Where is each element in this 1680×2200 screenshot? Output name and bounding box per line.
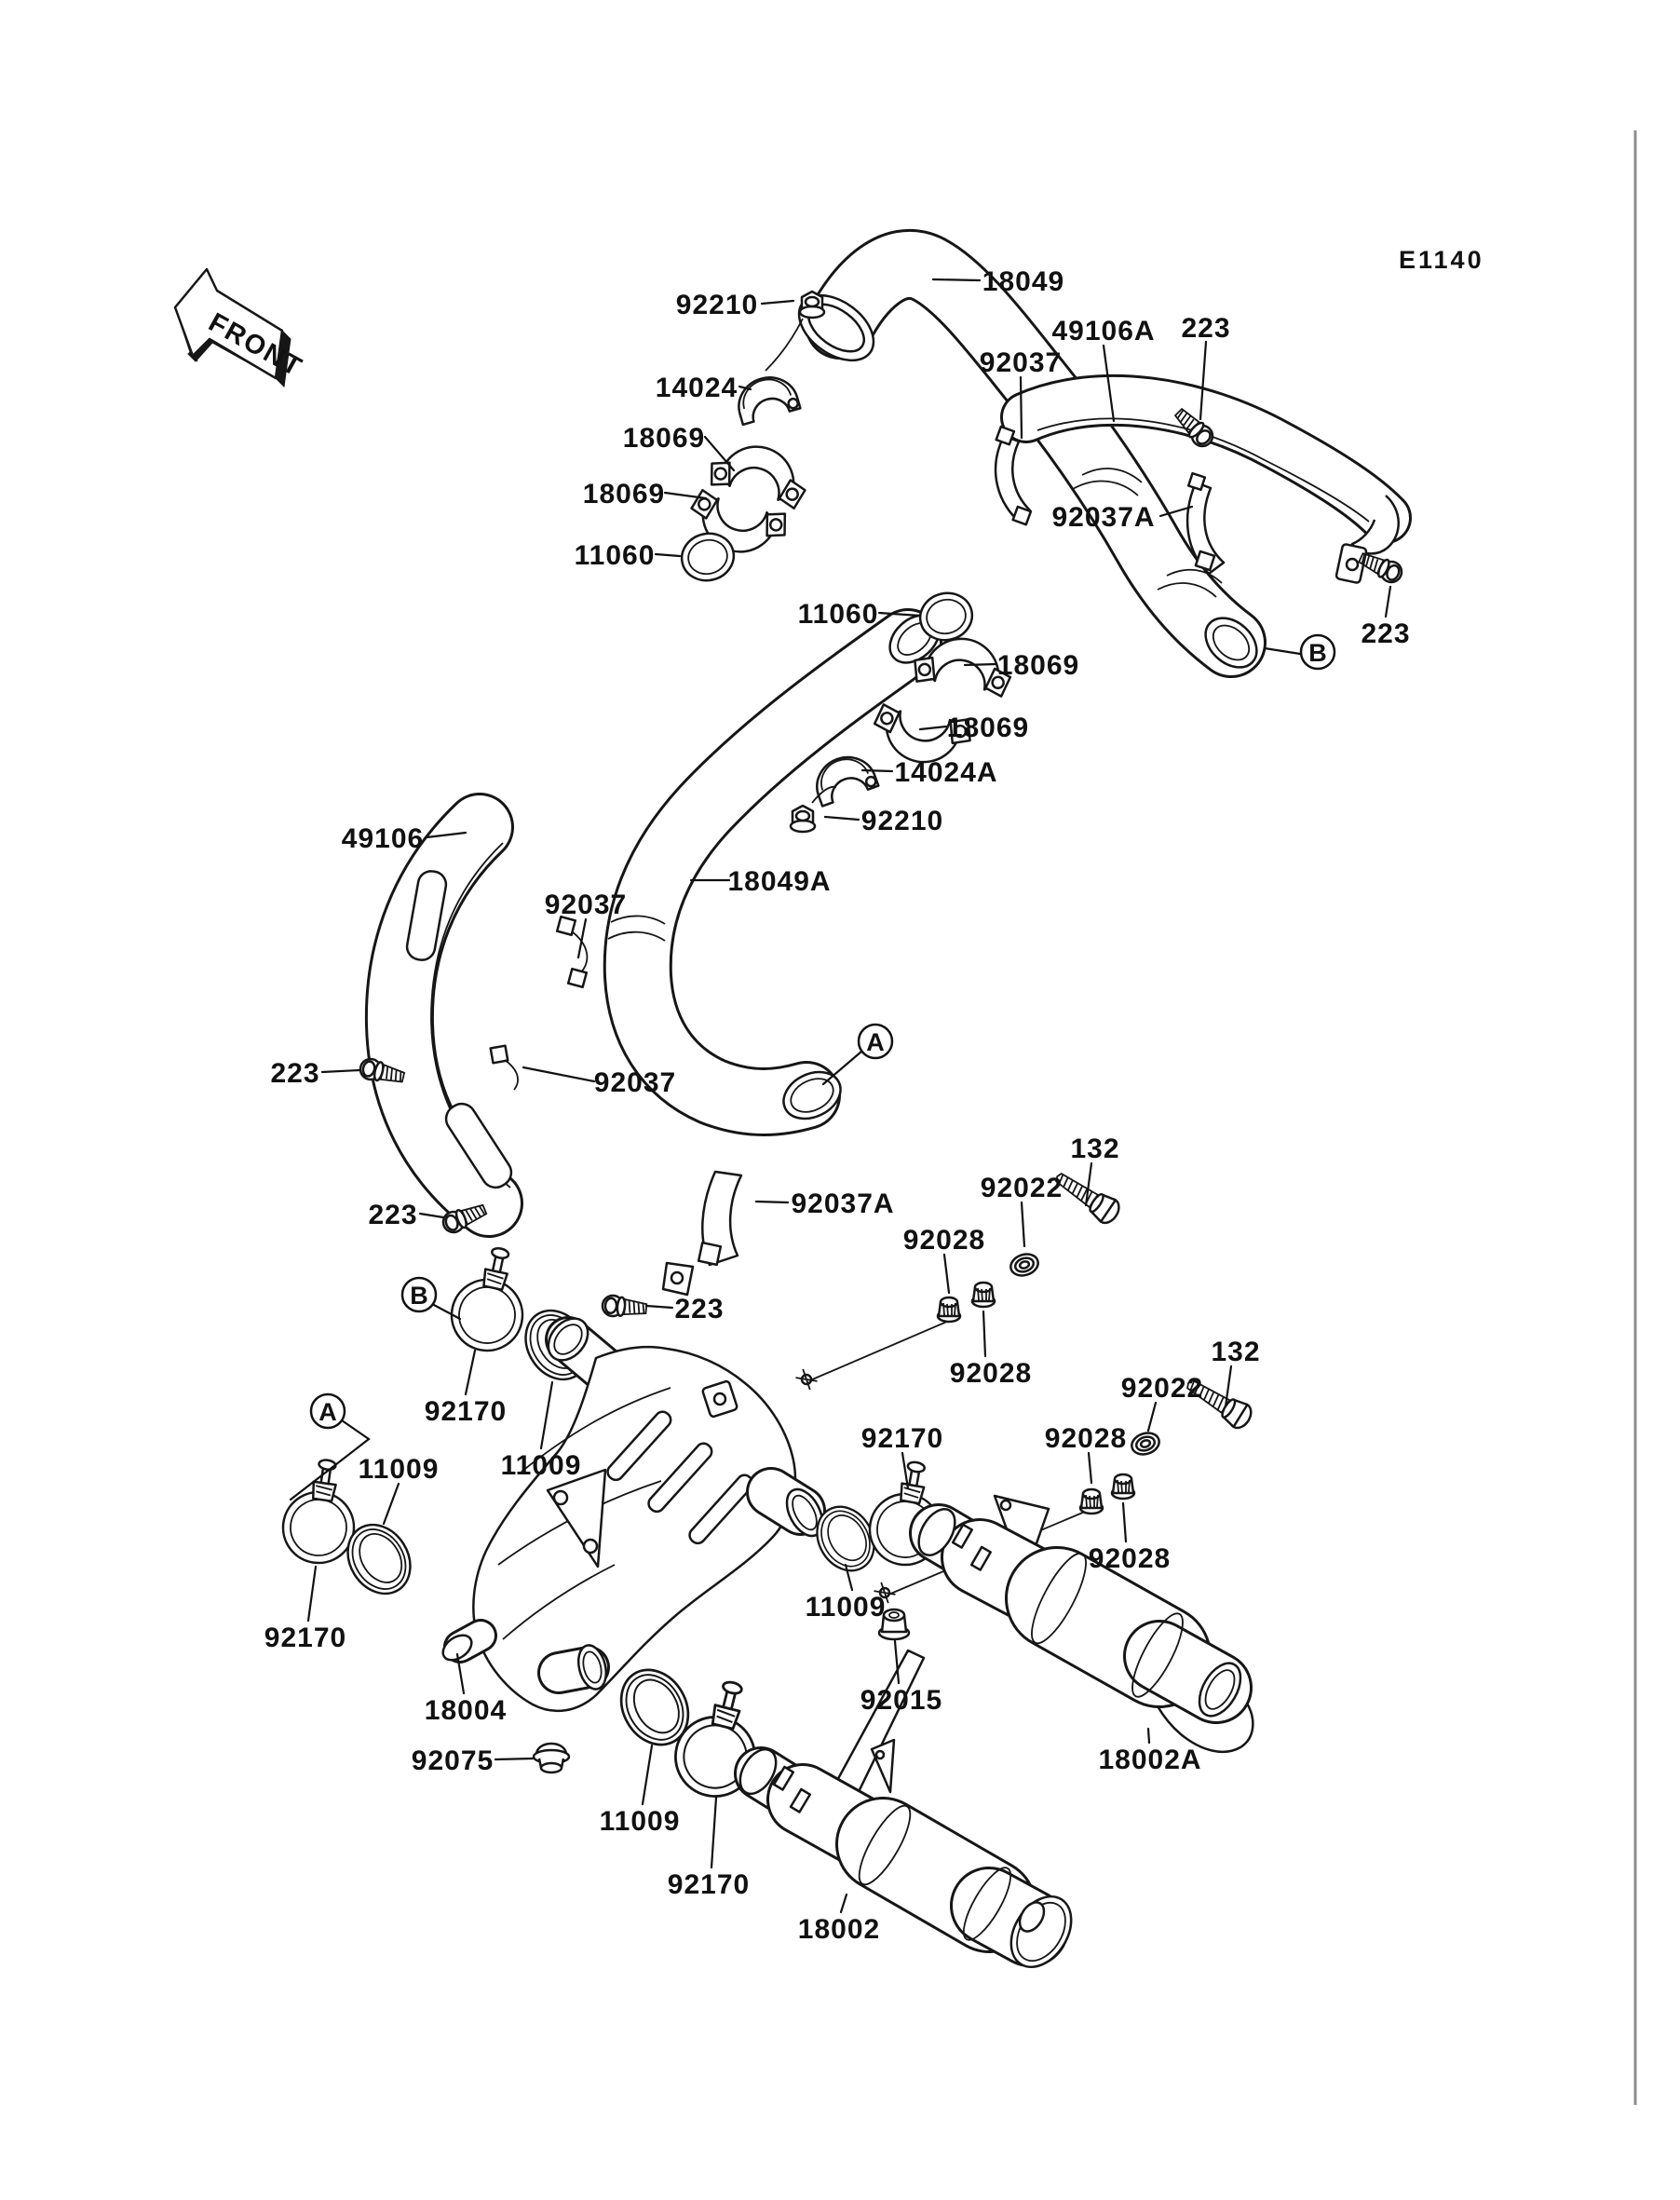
part-label-223-21: 223 [368, 1200, 418, 1230]
leader-line-92170-37 [308, 1567, 316, 1621]
leader-line-18002-44 [841, 1894, 847, 1912]
nut-92028-icon-2 [972, 1283, 995, 1307]
nut-92210-icon-2 [791, 806, 815, 832]
ref-balloon-label-A-3: A [318, 1398, 337, 1426]
holder-14024A-icon [809, 749, 879, 806]
part-label-92170-37: 92170 [264, 1623, 347, 1653]
washer-92022-icon-1 [1008, 1251, 1040, 1279]
nut-92028-icon-1 [938, 1297, 960, 1322]
damper-92075-icon [534, 1744, 569, 1772]
part-label-18002-44: 18002 [797, 1914, 881, 1945]
leader-line-11009-34 [384, 1484, 399, 1524]
part-label-92037-18: 92037 [544, 890, 628, 920]
part-label-92037-20: 92037 [593, 1067, 677, 1098]
leader-line-18069-12 [920, 727, 946, 729]
leader-line-92028-31 [1089, 1453, 1091, 1483]
part-label-223-15: 223 [1361, 618, 1411, 649]
clamp-92037-strap-1 [996, 436, 1030, 520]
part-label-92037A-9: 92037A [1051, 502, 1156, 533]
part-label-18069-12: 18069 [946, 713, 1030, 743]
washer-92022-icon-2 [1129, 1430, 1161, 1458]
part-label-132-23: 132 [1070, 1134, 1120, 1164]
heat-shield-49106-drawing [359, 827, 588, 1203]
part-label-132-28: 132 [1211, 1337, 1261, 1367]
part-label-92170-32: 92170 [424, 1396, 508, 1427]
part-label-18004-38: 18004 [424, 1695, 508, 1726]
nut-92210-icon-1 [800, 292, 824, 318]
leader-line-92170-32 [466, 1351, 475, 1394]
part-label-92028-35: 92028 [1088, 1543, 1172, 1574]
leader-line-223-26 [646, 1306, 672, 1308]
clamp-92170-icon-1 [445, 1242, 535, 1357]
page-code: E1140 [1399, 246, 1484, 274]
leader-line-18002A-41 [1148, 1729, 1149, 1743]
leader-line-18069-11 [965, 664, 996, 665]
holder-14024-icon [732, 371, 800, 425]
part-label-92028-27: 92028 [949, 1358, 1033, 1389]
leader-line-11009-33 [541, 1382, 552, 1448]
part-label-92028-31: 92028 [1044, 1423, 1128, 1454]
part-label-49106A-2: 49106A [1051, 316, 1156, 346]
part-label-18049-1: 18049 [982, 266, 1065, 297]
part-label-92022-29: 92022 [1120, 1373, 1204, 1404]
part-label-18069-7: 18069 [582, 479, 666, 509]
part-label-11009-36: 11009 [805, 1592, 887, 1623]
balloon-leader-A-1 [823, 1052, 861, 1084]
balloon-leader-B-0 [1265, 648, 1300, 654]
part-label-92037-4: 92037 [979, 347, 1063, 378]
leader-line-92028-25 [944, 1255, 949, 1293]
ref-balloon-label-B-2: B [410, 1282, 428, 1310]
leader-line-11009-42 [643, 1745, 652, 1804]
holder-18069-icon-1 [706, 435, 813, 510]
part-label-49106-16: 49106 [341, 823, 425, 854]
part-label-11060-8: 11060 [574, 540, 656, 571]
part-label-92210-0: 92210 [675, 290, 759, 320]
leader-line-223-21 [420, 1214, 443, 1217]
nut-92028-icon-4 [1112, 1474, 1134, 1499]
leader-line-18049-1 [933, 279, 980, 280]
part-label-223-19: 223 [270, 1058, 320, 1089]
part-label-11060-10: 11060 [797, 599, 879, 630]
leader-line-92022-29 [1148, 1403, 1156, 1431]
part-label-18002A-41: 18002A [1098, 1745, 1202, 1775]
leader-line-92210-0 [762, 301, 793, 304]
part-label-18049A-17: 18049A [727, 866, 832, 897]
part-label-92015-39: 92015 [860, 1685, 943, 1716]
leader-line-92210-14 [825, 817, 859, 820]
leader-line-92037-4 [1021, 377, 1022, 438]
heat-shield-49106A-drawing [996, 401, 1405, 586]
leader-line-223-19 [322, 1070, 359, 1072]
part-label-92075-40: 92075 [411, 1745, 495, 1776]
part-label-92170-30: 92170 [860, 1423, 944, 1454]
part-label-92028-25: 92028 [902, 1225, 986, 1256]
leader-line-11060-8 [656, 554, 680, 556]
collector-18004-drawing [439, 1310, 830, 1711]
leader-line-92028-27 [983, 1311, 985, 1356]
leader-line-14024A-13 [862, 770, 892, 771]
front-arrow-label: FRONT [203, 307, 308, 384]
part-label-11009-34: 11009 [358, 1454, 440, 1485]
leader-line-92170-43 [711, 1798, 716, 1867]
part-label-11009-33: 11009 [500, 1450, 582, 1481]
part-label-92037A-22: 92037A [791, 1188, 895, 1219]
part-label-223-3: 223 [1181, 313, 1231, 344]
part-label-92170-43: 92170 [667, 1869, 751, 1900]
part-label-18069-6: 18069 [622, 423, 706, 454]
bolt-223-icon-5 [602, 1295, 647, 1319]
muffler-18002-drawing [733, 1740, 1084, 1978]
part-label-92210-14: 92210 [860, 806, 944, 836]
nut-92028-icon-3 [1080, 1489, 1103, 1514]
part-label-223-26: 223 [674, 1294, 725, 1324]
part-label-11009-42: 11009 [599, 1806, 681, 1837]
ref-balloon-label-B-0: B [1308, 639, 1327, 667]
part-label-14024-5: 14024 [655, 373, 738, 403]
front-arrow [175, 269, 307, 387]
leader-line-92028-35 [1123, 1503, 1126, 1541]
leader-line-223-15 [1386, 587, 1390, 617]
leader-line-92037-20 [523, 1067, 594, 1081]
part-label-18069-11: 18069 [996, 650, 1080, 681]
part-label-14024A-13: 14024A [894, 757, 998, 788]
part-label-92022-24: 92022 [980, 1173, 1064, 1203]
ref-balloon-label-A-1: A [866, 1028, 885, 1056]
leader-line-92022-24 [1022, 1202, 1024, 1246]
